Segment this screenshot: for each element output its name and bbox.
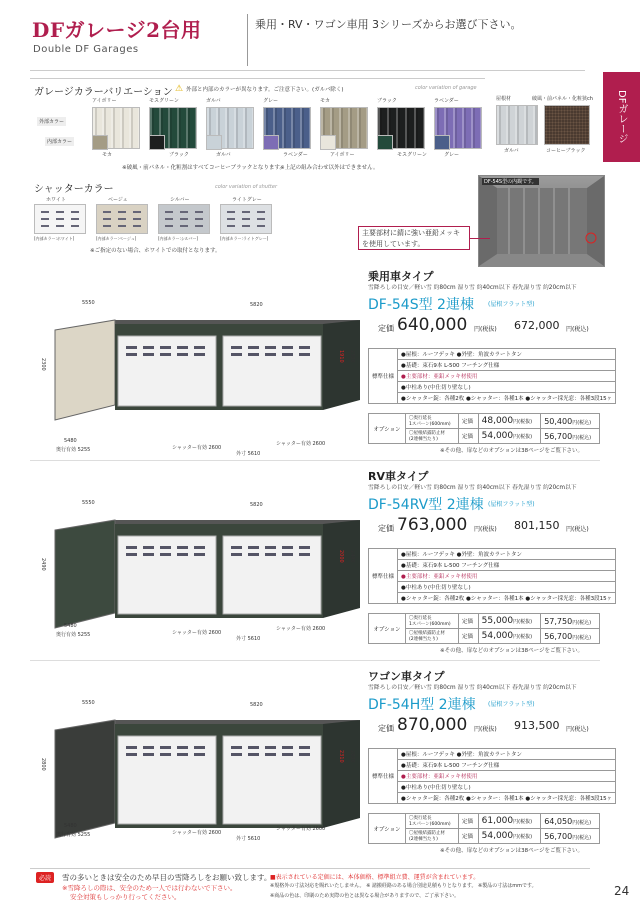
dim-door-height: 2300 (349, 350, 355, 363)
fascia-material-swatch (544, 105, 590, 145)
shutter-window-slot (56, 218, 64, 220)
shutter-window-slot (180, 211, 188, 213)
inner-color-swatch (149, 135, 165, 150)
option-table (368, 813, 600, 844)
photo-callout: 主要部材に錆に強い亜鉛メッキを使用しています。 (358, 226, 470, 250)
shutter-window-slot (227, 225, 235, 227)
shutter-window-slot (118, 218, 126, 220)
page-number: 24 (614, 884, 630, 898)
dim-height: 2300 (40, 358, 46, 371)
option-price-label: 定価 (459, 429, 479, 444)
shutter-section-title-en: color variation of shutter (215, 184, 278, 190)
option-price-tax: 57,750 (544, 616, 573, 626)
option-price: 54,000 (481, 831, 514, 841)
option-note: ※その他、扉などのオプションは38ページをご覧下さい。 (440, 848, 584, 854)
product-divider (30, 660, 600, 661)
shutter-window-slot (56, 225, 64, 227)
shutter-window-slot (71, 225, 79, 227)
dim-width: 5820 (250, 702, 263, 708)
spec-item: ●屋根：ルーフデッキ ●外壁：角波カラートタン (398, 749, 616, 760)
option-price-label: 定価 (459, 629, 479, 644)
shutter-window-slot (71, 211, 79, 213)
price-label: 定価 (378, 324, 394, 333)
shutter-color-name: ベージュ (108, 197, 128, 203)
garage-illustration (30, 498, 375, 663)
inner-color-swatch (206, 135, 222, 150)
option-price-suffix: 円(税抜) (513, 619, 533, 625)
spec-item: ●中柱あり(中仕切り壁なし) (398, 782, 616, 793)
dim-shutter-2: シャッター有効 2600 (276, 626, 326, 632)
dim-inner-height: 2000 (338, 550, 344, 563)
shutter-window-slot (242, 218, 250, 220)
dim-door-height: 2490 (349, 550, 355, 563)
price-tax-suffix: 円(税込) (566, 526, 589, 533)
roof-material-label: 屋根材 (496, 96, 512, 102)
footer-warn-1: ※雪降ろしの際は、安全のため一人では行わないで下さい。 (62, 884, 237, 892)
shutter-color-name: ホワイト (46, 197, 66, 203)
outer-color-name: ブラック (377, 98, 397, 104)
shutter-window-slot (103, 211, 111, 213)
spec-item: ●シャッター錠：各種2枚 ●シャッター：各種1本 ●シャッター採光窓：各種3段15ヶ (398, 593, 616, 604)
option-price-suffix: 円(税抜) (513, 819, 533, 825)
option-name: 〇屋根結露防止材 (409, 631, 445, 636)
option-price-suffix: 円(税抜) (513, 634, 533, 640)
option-price-tax: 56,700 (544, 831, 573, 841)
dim-height: 2800 (40, 758, 46, 771)
dim-shutter-1: シャッター有効 2600 (172, 830, 222, 836)
dim-depth-2: 5480 (64, 823, 77, 829)
option-table (368, 613, 600, 644)
option-name: 〇奥行延長 (409, 416, 432, 421)
footer-right-3: ※商品の色は、印刷のため実際の色とは異なる場合がありますので、ご了承下さい。 (270, 893, 460, 899)
inner-color-name: モカ (102, 152, 113, 158)
price-tax: 801,150 (514, 519, 560, 532)
spec-item: ●シャッター錠：各種2枚 ●シャッター：各種1本 ●シャッター採光窓：各種3段15ヶ (398, 393, 616, 404)
outer-color-name: ラベンダー (434, 98, 459, 104)
price-tax-suffix: 円(税込) (566, 726, 589, 733)
shutter-window-slot (165, 218, 173, 220)
color-section-title: ガレージカラーバリエーション (34, 87, 173, 98)
option-price: 61,000 (481, 816, 514, 826)
callout-line (470, 238, 490, 239)
shutter-window-slot (242, 211, 250, 213)
spec-item: ●主要部材：亜鉛メッキ材使用 (398, 571, 616, 582)
option-name: 〇屋根結露防止材 (409, 431, 445, 436)
dim-shutter-1: シャッター有効 2600 (172, 445, 222, 451)
snow-guide: 雪降ろしの目安／軽い雪 約80cm 湿り雪 約40cm以下 春先湿り雪 約20cm以下 (368, 485, 577, 491)
footer-right-1: ■表示されている定価には、本体価格、標準組立費、運賃が含まれています。 (270, 874, 480, 881)
dim-shutter-1: シャッター有効 2600 (172, 630, 222, 636)
shutter-color-swatch (96, 204, 148, 234)
dim-outer: 外寸 5610 (236, 836, 261, 842)
option-price-suffix: 円(税抜) (513, 434, 533, 440)
shutter-window-slot (41, 211, 49, 213)
price-tax: 913,500 (514, 719, 560, 732)
option-price: 55,000 (481, 616, 514, 626)
dim-inner-depth: 奥行有効 5255 (56, 832, 91, 838)
shutter-window-slot (41, 218, 49, 220)
option-price-label: 定価 (459, 829, 479, 844)
option-label: オプション (369, 614, 406, 644)
option-price-tax: 50,400 (544, 416, 573, 426)
shutter-color-swatch (34, 204, 86, 234)
interior-photo (478, 175, 605, 267)
spec-item: ●基礎：束石9本 L-500 フーチング仕様 (398, 560, 616, 571)
garage-illustration (30, 698, 375, 863)
inner-color-name: ラベンダー (283, 152, 308, 158)
option-price-tax-suffix: 円(税込) (572, 819, 592, 826)
shutter-window-slot (103, 225, 111, 227)
shutter-window-slot (180, 218, 188, 220)
option-price-tax-suffix: 円(税込) (572, 434, 592, 441)
dim-inner-depth: 奥行有効 5255 (56, 447, 91, 453)
shutter-window-slot (242, 225, 250, 227)
spec-table (368, 348, 616, 404)
spec-item: ●基礎：束石9本 L-500 フーチング仕様 (398, 760, 616, 771)
option-label: オプション (369, 814, 406, 844)
inner-color-swatch (320, 135, 336, 150)
outer-color-name: モカ (320, 98, 331, 104)
option-name: 〇屋根結露防止材 (409, 831, 445, 836)
shutter-window-slot (133, 218, 141, 220)
photo-label: DF-54S型の内観です。 (484, 179, 537, 185)
option-price-tax-suffix: 円(税込) (572, 834, 592, 841)
extra-materials (496, 95, 606, 165)
outer-color-label: 外部カラー (39, 119, 65, 125)
shutter-section-title: シャッターカラー (34, 184, 114, 195)
dim-inner-depth: 奥行有効 5255 (56, 632, 91, 638)
color-note-2: ※上記の組み合わせ以外はできません。 (280, 165, 379, 171)
warning-icon: ⚠ (175, 84, 184, 94)
option-detail: (2連棟当たり) (409, 637, 438, 642)
model-name: DF-54S型 2連棟 (368, 297, 474, 313)
product-type: RV車タイプ (368, 470, 429, 483)
price-tax: 672,000 (514, 319, 560, 332)
dim-inner-height: 1910 (338, 350, 344, 363)
dim-outer: 外寸 5610 (236, 451, 261, 457)
dim-depth: 5550 (82, 500, 95, 506)
option-detail: 1スパーン(600mm) (409, 622, 451, 627)
option-price-suffix: 円(税抜) (513, 419, 533, 425)
spec-item: ●基礎：束石9本 L-500 フーチング仕様 (398, 360, 616, 371)
inner-color-name: モスグリーン (397, 152, 427, 158)
spec-item: ●屋根：ルーフデッキ ●外壁：角波カラートタン (398, 349, 616, 360)
shutter-note: ※ご指定のない場合、ホワイトでの取付となります。 (90, 248, 221, 254)
spec-item: ●中柱あり(中仕切り壁なし) (398, 582, 616, 593)
shutter-window-slot (56, 211, 64, 213)
option-price: 54,000 (481, 431, 514, 441)
price-value: 640,000 (397, 315, 468, 335)
option-table (368, 413, 600, 444)
dim-inner-height: 2310 (338, 750, 344, 763)
dim-shutter-2: シャッター有効 2600 (276, 441, 326, 447)
product-type: ワゴン車タイプ (368, 670, 445, 683)
shutter-inner-note: [内部カラー:ホワイト] (34, 236, 75, 241)
intro-text: 乗用・RV・ワゴン車用 3シリーズからお選び下さい。 (255, 18, 522, 31)
shutter-window-slot (165, 211, 173, 213)
snow-guide: 雪降ろしの目安／軽い雪 約80cm 湿り雪 約40cm以下 春先湿り雪 約20cm以下 (368, 285, 577, 291)
roof-type: (屋根フラット型) (488, 701, 535, 708)
spec-table (368, 548, 616, 604)
spec-item: ●中柱あり(中仕切り壁なし) (398, 382, 616, 393)
model-name: DF-54RV型 2連棟 (368, 497, 484, 513)
option-price-label: 定価 (459, 614, 479, 629)
option-price-tax: 56,700 (544, 431, 573, 441)
shutter-window-slot (103, 218, 111, 220)
color-section-title-en: color variation of garage (415, 85, 477, 91)
dim-depth: 5550 (82, 300, 95, 306)
dim-door-height: 2800 (349, 750, 355, 763)
option-detail: (2連棟当たり) (409, 437, 438, 442)
option-price: 54,000 (481, 631, 514, 641)
roof-material-color: ガルバ (504, 148, 519, 154)
shutter-window-slot (195, 225, 203, 227)
footer-warn-2: 安全対策もしっかり行ってください。 (70, 893, 181, 901)
shutter-color-name: ライトグレー (232, 197, 262, 203)
model-name: DF-54H型 2連棟 (368, 697, 476, 713)
price-value: 763,000 (397, 515, 468, 535)
inner-color-swatch (434, 135, 450, 150)
shutter-window-slot (180, 225, 188, 227)
price-suffix: 円(税抜) (474, 326, 497, 333)
shutter-inner-note: [内部カラー:ベージュ] (96, 236, 137, 241)
color-caution: 外部と内部のカラーが異なります。ご注意下さい。(ガルバ除く) (186, 87, 344, 93)
shutter-window-slot (227, 211, 235, 213)
page-subtitle: Double DF Garages (33, 44, 139, 55)
side-tab: DFガレージ (603, 72, 640, 162)
dim-width: 5820 (250, 302, 263, 308)
roof-material-swatch (496, 105, 538, 145)
snow-guide: 雪降ろしの目安／軽い雪 約80cm 湿り雪 約40cm以下 春先湿り雪 約20cm以下 (368, 685, 577, 691)
inner-color-swatch (263, 135, 279, 150)
option-note: ※その他、扉などのオプションは38ページをご覧下さい。 (440, 448, 584, 454)
price-suffix: 円(税抜) (474, 526, 497, 533)
product-type: 乗用車タイプ (368, 270, 434, 283)
shutter-color-swatch (220, 204, 272, 234)
dim-shutter-2: シャッター有効 2600 (276, 826, 326, 832)
spec-item: ●主要部材：亜鉛メッキ材使用 (398, 771, 616, 782)
shutter-window-slot (118, 225, 126, 227)
option-detail: 1スパーン(600mm) (409, 422, 451, 427)
must-read-badge: 必読 (36, 872, 54, 883)
shutter-window-slot (257, 211, 265, 213)
shutter-window-slot (71, 218, 79, 220)
option-price-tax-suffix: 円(税込) (572, 419, 592, 426)
price-tax-suffix: 円(税込) (566, 326, 589, 333)
spec-item: ●シャッター錠：各種2枚 ●シャッター：各種1本 ●シャッター採光窓：各種3段15ヶ (398, 793, 616, 804)
color-variation-section (30, 78, 485, 171)
roof-type: (屋根フラット型) (488, 301, 535, 308)
dim-depth: 5550 (82, 700, 95, 706)
option-price-label: 定価 (459, 814, 479, 829)
shutter-window-slot (257, 225, 265, 227)
price-suffix: 円(税抜) (474, 726, 497, 733)
spec-table (368, 748, 616, 804)
footer-main: 雪の多いときは安全のため早目の雪降ろしをお願い致します。 (62, 873, 272, 882)
option-price-label: 定価 (459, 414, 479, 429)
option-price-tax: 56,700 (544, 631, 573, 641)
inner-color-name: ガルバ (216, 152, 231, 158)
dim-outer: 外寸 5610 (236, 636, 261, 642)
option-note: ※その他、扉などのオプションは38ページをご覧下さい。 (440, 648, 584, 654)
page-title: DFガレージ2台用 (32, 18, 202, 42)
header-divider (247, 14, 248, 66)
spec-label: 標準仕様 (369, 349, 398, 404)
option-price-tax: 64,050 (544, 816, 573, 826)
fascia-material-color: コーヒーブラック (546, 148, 586, 154)
option-price-suffix: 円(税抜) (513, 834, 533, 840)
shutter-window-slot (133, 211, 141, 213)
shutter-section (30, 176, 320, 256)
inner-color-name: ブラック (169, 152, 189, 158)
price-value: 870,000 (397, 715, 468, 735)
shutter-inner-note: [内部カラー:ライトグレー] (220, 236, 269, 241)
inner-color-name: グレー (444, 152, 460, 158)
shutter-color-name: シルバー (170, 197, 190, 203)
footer-rule (30, 868, 590, 869)
option-name: 〇奥行延長 (409, 816, 432, 821)
dim-depth-2: 5480 (64, 623, 77, 629)
dim-height: 2490 (40, 558, 46, 571)
option-detail: 1スパーン(600mm) (409, 822, 451, 827)
shutter-window-slot (41, 225, 49, 227)
color-note-1: ※破風・前パネル・化粧割はすべてコーヒーブラックとなります。 (122, 165, 285, 171)
dim-width: 5820 (250, 502, 263, 508)
outer-color-name: ガルバ (206, 98, 221, 104)
inner-color-swatch (92, 135, 108, 150)
shutter-window-slot (133, 225, 141, 227)
shutter-window-slot (118, 211, 126, 213)
spec-item: ●主要部材：亜鉛メッキ材使用 (398, 371, 616, 382)
shutter-window-slot (195, 211, 203, 213)
inner-color-label: 内部カラー (47, 139, 73, 145)
outer-color-name: アイボリー (92, 98, 117, 104)
spec-item: ●屋根：ルーフデッキ ●外壁：角波カラートタン (398, 549, 616, 560)
shutter-window-slot (195, 218, 203, 220)
outer-color-name: モスグリーン (149, 98, 179, 104)
shutter-window-slot (227, 218, 235, 220)
footer-right-2: ※規格外の寸法対応を賜れいたしません。 ※ 諸搬経路のある場合別途見積もりとなります。 ※製品の寸法はmmです。 (270, 883, 537, 889)
spec-label: 標準仕様 (369, 749, 398, 804)
outer-color-name: グレー (263, 98, 279, 104)
fascia-material-label: 破風・前パネル・化粧狭ch (532, 96, 593, 102)
product-divider (30, 460, 600, 461)
price-label: 定価 (378, 724, 394, 733)
shutter-window-slot (165, 225, 173, 227)
shutter-inner-note: [内部カラー:シルバー] (158, 236, 199, 241)
option-detail: (2連棟当たり) (409, 837, 438, 842)
option-name: 〇奥行延長 (409, 616, 432, 621)
spec-label: 標準仕様 (369, 549, 398, 604)
roof-type: (屋根フラット型) (488, 501, 535, 508)
shutter-color-swatch (158, 204, 210, 234)
dim-depth-2: 5480 (64, 438, 77, 444)
shutter-window-slot (257, 218, 265, 220)
inner-color-name: アイボリー (330, 152, 355, 158)
option-label: オプション (369, 414, 406, 444)
price-label: 定価 (378, 524, 394, 533)
inner-color-swatch (377, 135, 393, 150)
option-price-tax-suffix: 円(税込) (572, 619, 592, 626)
option-price-tax-suffix: 円(税込) (572, 634, 592, 641)
header-rule (30, 70, 585, 71)
option-price: 48,000 (481, 416, 514, 426)
